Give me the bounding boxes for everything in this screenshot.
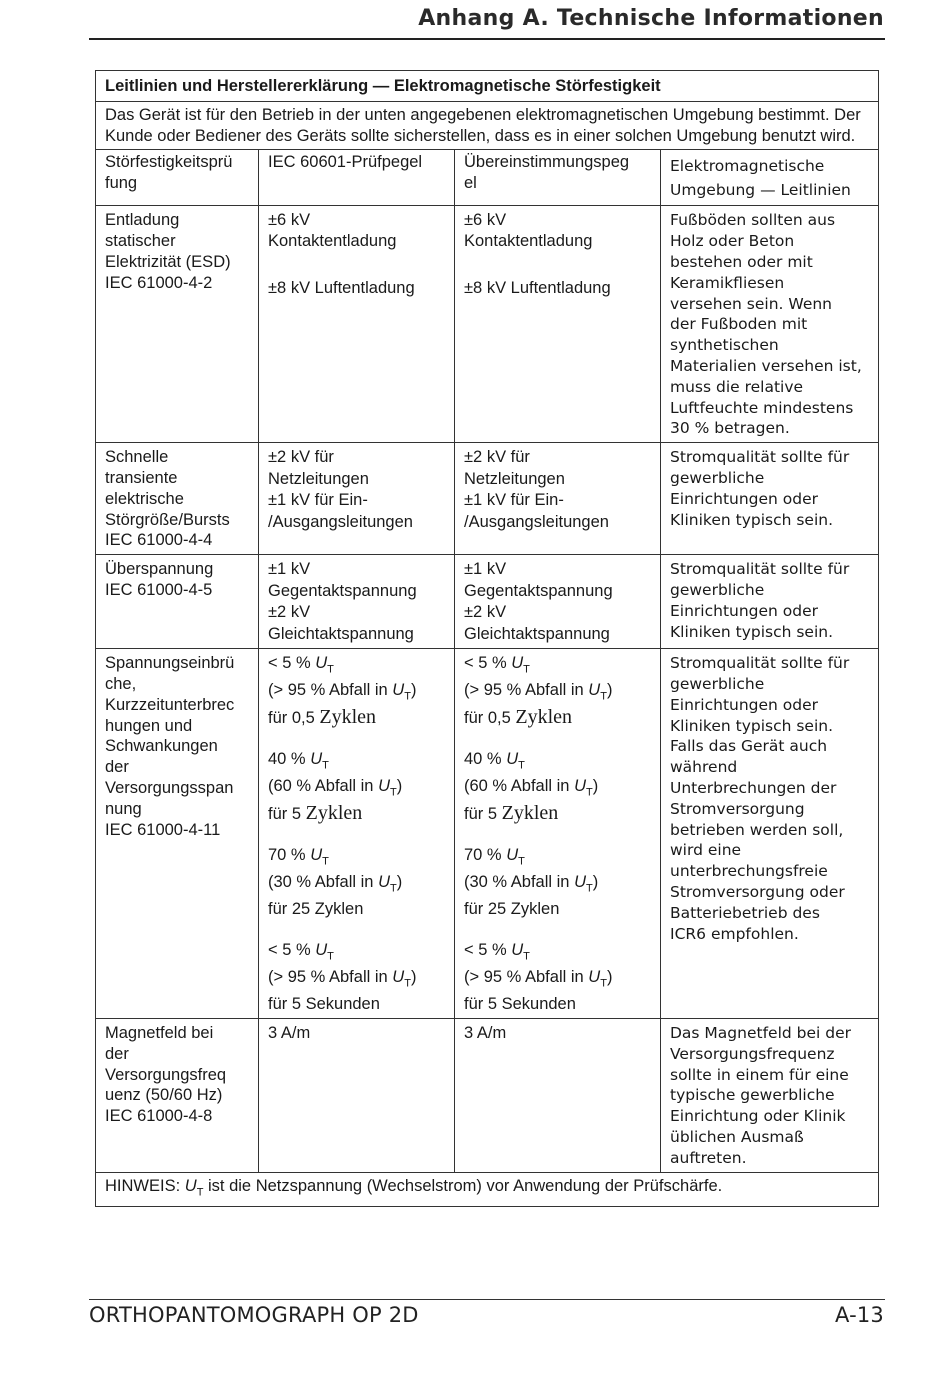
table-row-magnetic-field: [96, 1019, 879, 1173]
table-header-row: [96, 150, 879, 206]
table-note-row: [96, 1172, 879, 1206]
cell-compliance-burst: ±2 kV für Netzleitungen ±1 kV für Ein- /Ausgangsleitungen: [455, 443, 661, 555]
cell-compliance-esd: ±6 kV Kontaktentladung ±8 kV Luftentladung: [455, 206, 661, 443]
table-title: Leitlinien und Herstellererklärung — Elektromagnetische Störfestigkeit: [96, 71, 879, 102]
emc-immunity-table: [95, 70, 879, 1207]
cell-iec-burst: ±2 kV für Netzleitungen ±1 kV für Ein- /Ausgangsleitungen: [259, 443, 455, 555]
cell-test-magnetic: Magnetfeld bei der Versorgungsfreq uenz (50/60 Hz) IEC 61000-4-8: [96, 1019, 259, 1173]
footer-divider: [89, 1299, 885, 1300]
cell-test-esd: Entladung statischer Elektrizität (ESD) IEC 61000-4-2: [96, 206, 259, 443]
table-note: HINWEIS: $U_T$ ist die Netzspannung (Wechselstrom) vor Anwendung der Prüfschärfe.: [96, 1172, 879, 1206]
column-header-test: Störfestigkeitsprü fung: [96, 150, 259, 206]
cell-test-burst: Schnelle transiente elektrische Störgröße/Bursts IEC 61000-4-4: [96, 443, 259, 555]
table-title-row: [96, 71, 879, 102]
cell-environment-surge: Stromqualität sollte für gewerbliche Einrichtungen oder Kliniken typisch sein.: [661, 555, 879, 649]
cell-environment-magnetic: Das Magnetfeld bei der Versorgungsfrequenz sollte in einem für eine typische gewerbliche Einrichtung oder Klinik üblichen Ausmaß auftreten.: [661, 1019, 879, 1173]
footer-product-name: ORTHOPANTOMOGRAPH OP 2D: [89, 1303, 419, 1327]
footer-page-number: A-13: [834, 1303, 884, 1327]
table-intro: Das Gerät ist für den Betrieb in der unten angegebenen elektromagnetischen Umgebung bestimmt. Der Kunde oder Bediener des Geräts sollte sicherstellen, dass es in einer solchen Umgebung benutzt wird.: [96, 101, 879, 150]
cell-test-dips: Spannungseinbrü che, Kurzzeitunterbrec hungen und Schwankungen der Versorgungsspan nung IEC 61000-4-11: [96, 649, 259, 1019]
page-header-title: Anhang A. Technische Informationen: [418, 6, 884, 31]
column-header-environment: Elektromagnetische Umgebung — Leitlinien: [661, 150, 879, 206]
table-row-esd: [96, 206, 879, 443]
cell-compliance-surge: ±1 kV Gegentaktspannung ±2 kV Gleichtaktspannung: [455, 555, 661, 649]
table-row-voltage-dips: [96, 649, 879, 1019]
table-intro-row: [96, 101, 879, 150]
cell-iec-magnetic: 3 A/m: [259, 1019, 455, 1173]
column-header-compliance: Übereinstimmungspeg el: [455, 150, 661, 206]
header-divider: [89, 38, 885, 40]
cell-iec-dips: < 5 % $U_T$ (> 95 % Abfall in $U_T$) für 0,5 Zyklen 40 % $U_T$ (60 % Abfall in $U_T$) für 5 Zyklen 70 % $U_T$ (30 % Abfall in $U_T$) für 25 Zyklen < 5 % $U_T$ (> 95 % Abfall in $U_T$) für 5 Sekunden: [259, 649, 455, 1019]
cell-iec-esd: ±6 kV Kontaktentladung ±8 kV Luftentladung: [259, 206, 455, 443]
column-header-iec-level: IEC 60601-Prüfpegel: [259, 150, 455, 206]
cell-environment-burst: Stromqualität sollte für gewerbliche Einrichtungen oder Kliniken typisch sein.: [661, 443, 879, 555]
cell-iec-surge: ±1 kV Gegentaktspannung ±2 kV Gleichtaktspannung: [259, 555, 455, 649]
cell-test-surge: Überspannung IEC 61000-4-5: [96, 555, 259, 649]
table-row-surge: [96, 555, 879, 649]
cell-environment-esd: Fußböden sollten aus Holz oder Beton bestehen oder mit Keramikfliesen versehen sein. Wenn der Fußboden mit synthetischen Materialien versehen ist, muss die relative Luftfeuchte mindestens 30 % betragen.: [661, 206, 879, 443]
table-row-burst: [96, 443, 879, 555]
cell-environment-dips: Stromqualität sollte für gewerbliche Einrichtungen oder Kliniken typisch sein. Falls das Gerät auch während Unterbrechungen der Stromversorgung betrieben werden soll, wird eine unterbrechungsfreie Stromversorgung oder Batteriebetrieb des ICR6 empfohlen.: [661, 649, 879, 1019]
cell-compliance-dips: < 5 % $U_T$ (> 95 % Abfall in $U_T$) für 0,5 Zyklen 40 % $U_T$ (60 % Abfall in $U_T$) für 5 Zyklen 70 % $U_T$ (30 % Abfall in $U_T$) für 25 Zyklen < 5 % $U_T$ (> 95 % Abfall in $U_T$) für 5 Sekunden: [455, 649, 661, 1019]
cell-compliance-magnetic: 3 A/m: [455, 1019, 661, 1173]
